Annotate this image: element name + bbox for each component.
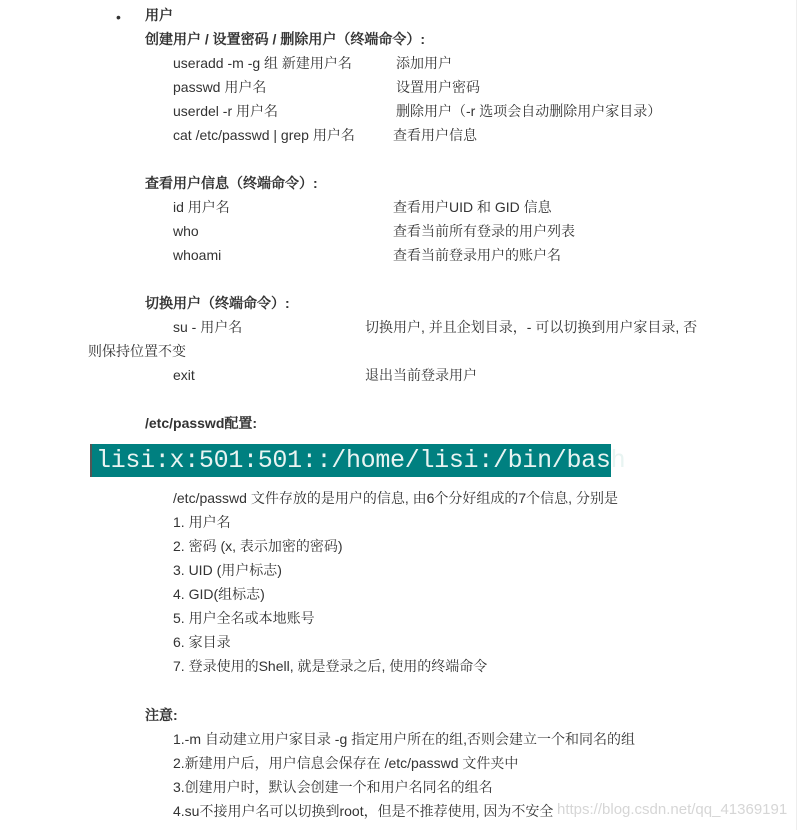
note-item: 1.-m 自动建立用户家目录 -g 指定用户所在的组,否则会建立一个和同名的组 <box>173 731 636 747</box>
cmd: exit <box>173 367 195 383</box>
view-title: 查看用户信息（终端命令）: <box>145 175 318 191</box>
list-item: 7. 登录使用的Shell, 就是登录之后, 使用的终端命令 <box>173 658 488 674</box>
bullet-icon: • <box>116 9 121 25</box>
cmd: passwd 用户名 <box>173 79 267 95</box>
note-item: 4.su不接用户名可以切换到root，但是不推荐使用, 因为不安全 <box>173 803 554 819</box>
cmd: who <box>173 223 199 239</box>
passwd-title: /etc/passwd配置: <box>145 415 258 431</box>
desc: 查看用户信息 <box>393 127 477 143</box>
list-item: 4. GID(组标志) <box>173 586 265 602</box>
list-item: 5. 用户全名或本地账号 <box>173 610 315 626</box>
list-item: 1. 用户名 <box>173 514 231 530</box>
desc: 设置用户密码 <box>396 79 480 95</box>
section-heading: 用户 <box>145 7 173 23</box>
list-item: 6. 家目录 <box>173 634 231 650</box>
cmd: cat /etc/passwd | grep 用户名 <box>173 127 355 143</box>
note-item: 2.新建用户后，用户信息会保存在 /etc/passwd 文件夹中 <box>173 755 519 771</box>
desc-wrap: 则保持位置不变 <box>88 343 186 359</box>
passwd-intro: /etc/passwd 文件存放的是用户的信息, 由6个分好组成的7个信息, 分别是 <box>173 490 618 506</box>
desc: 删除用户（-r 选项会自动删除用户家目录） <box>396 103 662 119</box>
desc: 切换用户, 并且企划目录，- 可以切换到用户家目录, 否 <box>365 319 698 335</box>
cmd: su - 用户名 <box>173 319 243 335</box>
desc: 退出当前登录用户 <box>365 367 477 383</box>
create-title: 创建用户 / 设置密码 / 删除用户（终端命令）: <box>145 31 425 47</box>
list-item: 3. UID (用户标志) <box>173 562 282 578</box>
desc: 添加用户 <box>396 55 452 71</box>
passwd-example-text: lisi:x:501:501::/home/lisi:/bin/bash <box>96 446 626 475</box>
watermark: https://blog.csdn.net/qq_41369191 <box>557 801 788 818</box>
cmd: useradd -m -g 组 新建用户名 <box>173 55 352 71</box>
switch-title: 切换用户（终端命令）: <box>145 295 290 311</box>
note-item: 3.创建用户时，默认会创建一个和用户名同名的组名 <box>173 779 493 795</box>
cmd: id 用户名 <box>173 199 230 215</box>
cmd: userdel -r 用户名 <box>173 103 279 119</box>
list-item: 2. 密码 (x, 表示加密的密码) <box>173 538 343 554</box>
cmd: whoami <box>173 247 222 263</box>
page-edge <box>796 0 797 830</box>
desc: 查看当前登录用户的账户名 <box>393 247 561 263</box>
passwd-example-image <box>90 444 626 477</box>
desc: 查看用户UID 和 GID 信息 <box>393 199 552 215</box>
notes-title: 注意: <box>145 707 178 723</box>
desc: 查看当前所有登录的用户列表 <box>393 223 575 239</box>
